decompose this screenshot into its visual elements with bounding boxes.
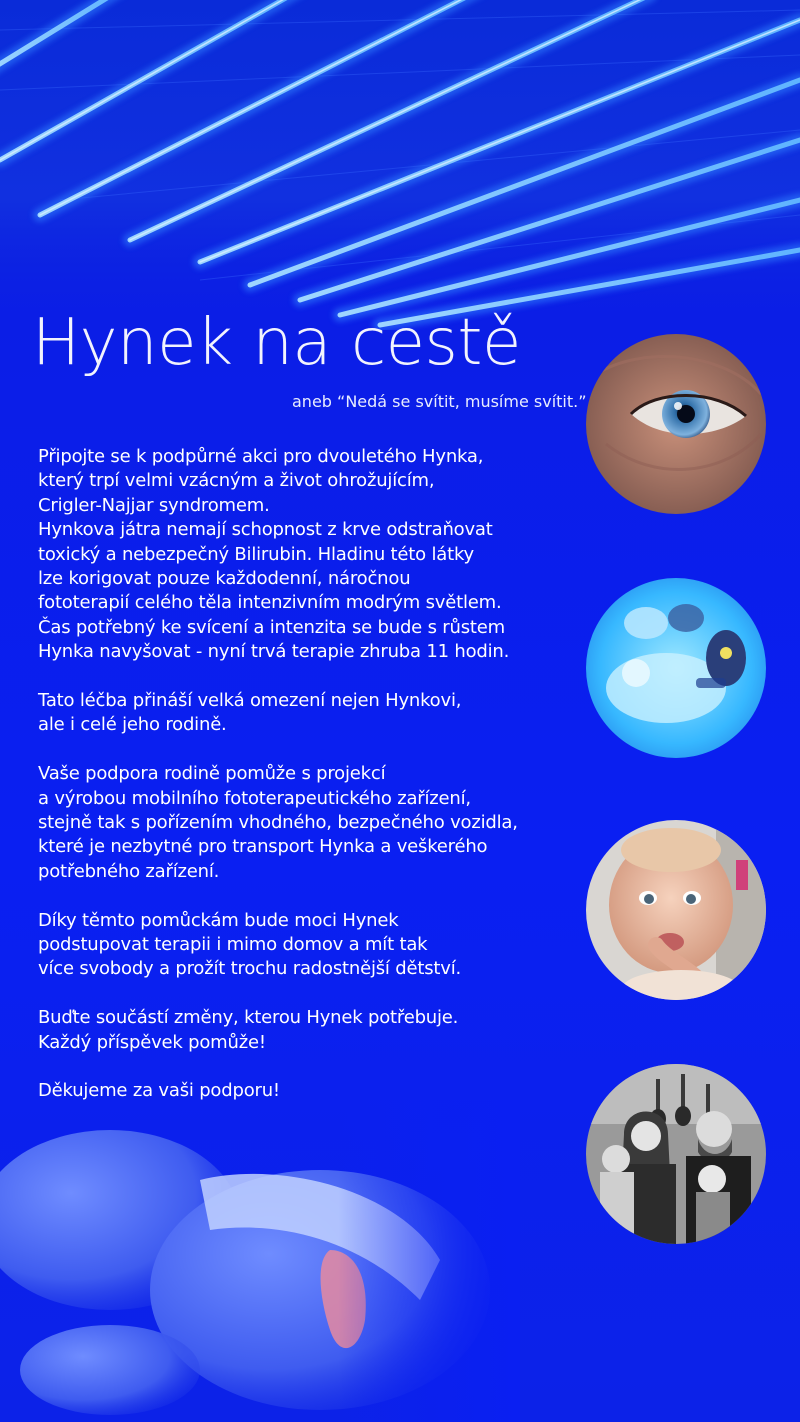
paragraph-intro [38, 445, 598, 665]
paragraph-freedom [38, 909, 598, 982]
smiling-toddler-photo [586, 820, 766, 1000]
text-line: Připojte se k podpůrné akci pro dvouletého Hynka, [38, 446, 484, 467]
text-line: Každý příspěvek pomůže! [38, 1031, 266, 1053]
paragraph-support [38, 762, 598, 884]
text-line: potřebného zařízení. [38, 860, 220, 882]
text-line: Čas potřebný ke svícení a intenzita se bude s růstem [38, 616, 505, 638]
baby-phototherapy-photo [586, 578, 766, 758]
text-line: Buďte součástí změny, kterou Hynek potřebuje. [38, 1007, 459, 1029]
eye-closeup-photo [586, 334, 766, 514]
text-line: Vaše podpora rodině pomůže s projekcí [38, 763, 386, 785]
text-line: Hynka navyšovat - nyní trvá terapie zhruba 11 hodin. [38, 641, 510, 663]
paragraph-call-to-action [38, 1006, 598, 1055]
sleeping-child-image [0, 1100, 520, 1422]
text-line: Díky těmto pomůckám bude moci Hynek [38, 909, 399, 931]
paragraph-limitations [38, 689, 598, 738]
text-line: Hynkova játra nemají schopnost z krve odstraňovat [38, 519, 493, 541]
text-line: Děkujeme za vaši podporu! [38, 1080, 280, 1102]
page-subtitle: aneb “Nedá se svítit, musíme svítit.” [292, 392, 587, 411]
text-line: a výrobou mobilního fototerapeutického zařízení, [38, 787, 471, 809]
text-line: které je nezbytné pro transport Hynka a veškerého [38, 836, 488, 858]
phototherapy-lights-image [0, 0, 800, 330]
text-line: lze korigovat pouze každodenní, náročnou [38, 568, 411, 590]
text-line: který trpí velmi vzácným a život ohrožujícím, [38, 470, 435, 492]
body-text [38, 445, 598, 1128]
family-photo [586, 1064, 766, 1244]
text-line: stejně tak s pořízením vhodného, bezpečného vozidla, [38, 812, 518, 834]
page-title: Hynek na cestě [32, 306, 521, 380]
text-line: Crigler-Najjar syndromem. [38, 494, 270, 516]
text-line: podstupovat terapii i mimo domov a mít tak [38, 934, 428, 956]
text-line: Tato léčba přináší velká omezení nejen Hynkovi, [38, 690, 462, 712]
paragraph-thanks [38, 1079, 598, 1103]
text-line: ale i celé jeho rodině. [38, 714, 227, 736]
text-line: toxický a nebezpečný Bilirubin. Hladinu této látky [38, 543, 475, 565]
text-line: více svobody a prožít trochu radostnější dětství. [38, 958, 462, 980]
text-line: fototerapií celého těla intenzivním modrým světlem. [38, 592, 502, 614]
